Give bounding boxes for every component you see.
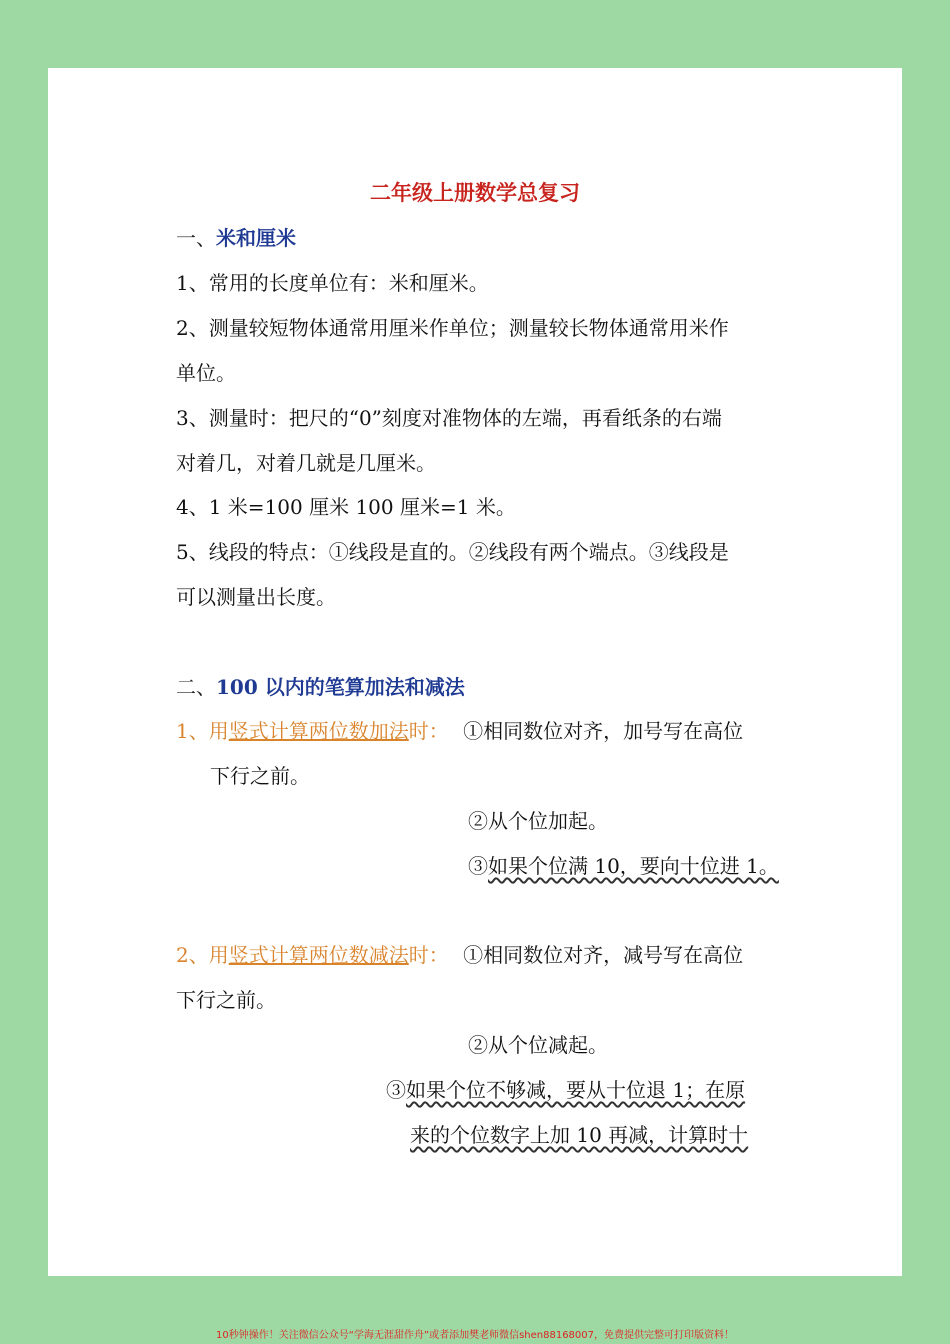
s1-item-2: 2、测量较短物体通常用厘米作单位；测量较长物体通常用米作 bbox=[176, 316, 729, 340]
s1-item-3-cont: 对着几，对着几就是几厘米。 bbox=[176, 451, 436, 475]
s1-item-2-cont: 单位。 bbox=[176, 361, 236, 385]
s2-sub-rule bbox=[176, 940, 902, 970]
s1-item-1: 1、常用的长度单位有：米和厘米。 bbox=[176, 271, 489, 295]
page-title: 二年级上册数学总复习 bbox=[370, 180, 580, 205]
s2-sub-rule3-mark: ③ bbox=[386, 1078, 406, 1102]
s2-add-rule3 bbox=[468, 851, 902, 881]
s2-sub-rule1: ①相同数位对齐，减号写在高位 bbox=[463, 943, 744, 967]
s2-add-suffix: 时： bbox=[408, 719, 449, 743]
s2-add-prefix: 1、用 bbox=[176, 719, 229, 743]
s2-add-keyword: 竖式计算两位数加法 bbox=[228, 719, 409, 743]
s2-sub-rule3-cont-text: 来的个位数字上加 10 再减，计算时十 bbox=[410, 1123, 749, 1147]
document-page bbox=[48, 68, 902, 1276]
s2-sub-rule1-cont: 下行之前。 bbox=[176, 988, 276, 1012]
s2-sub-rule3 bbox=[386, 1075, 902, 1105]
s2-add-rule1: ①相同数位对齐，加号写在高位 bbox=[463, 719, 744, 743]
section-1-heading bbox=[176, 223, 902, 253]
s2-add-rule3-mark: ③ bbox=[468, 854, 488, 878]
s2-sub-keyword: 竖式计算两位数减法 bbox=[228, 943, 409, 967]
section-2-title: 100 以内的笔算加法和减法 bbox=[216, 675, 465, 699]
footer-note: 10秒钟操作！关注微信公众号“学海无涯甜作舟”或者添加樊老师微信shen88168007，免费提供完整可打印版资料！ bbox=[215, 1330, 735, 1341]
s1-item-5: 5、线段的特点：①线段是直的。②线段有两个端点。③线段是 bbox=[176, 540, 729, 564]
s2-add-rule2: ②从个位加起。 bbox=[468, 809, 608, 833]
section-1-title: 米和厘米 bbox=[216, 226, 296, 250]
s2-sub-rule3-text: 如果个位不够减，要从十位退 1；在原 bbox=[406, 1078, 746, 1102]
s2-add-rule1-cont: 下行之前。 bbox=[210, 764, 310, 788]
s2-sub-rule3-cont bbox=[410, 1120, 902, 1150]
s2-add-rule bbox=[176, 716, 902, 746]
s2-sub-rule2: ②从个位减起。 bbox=[468, 1033, 608, 1057]
s2-sub-suffix: 时： bbox=[408, 943, 449, 967]
section-2-number: 二、 bbox=[176, 675, 216, 699]
s2-sub-prefix: 2、用 bbox=[176, 943, 229, 967]
s1-item-4: 4、1 米=100 厘米 100 厘米=1 米。 bbox=[176, 495, 516, 519]
s1-item-3: 3、测量时：把尺的“0”刻度对准物体的左端，再看纸条的右端 bbox=[176, 406, 722, 430]
s1-item-5-cont: 可以测量出长度。 bbox=[176, 585, 336, 609]
s2-add-rule3-text: 如果个位满 10，要向十位进 1。 bbox=[488, 854, 779, 878]
section-2-heading bbox=[176, 672, 902, 702]
section-1-number: 一、 bbox=[176, 226, 216, 250]
